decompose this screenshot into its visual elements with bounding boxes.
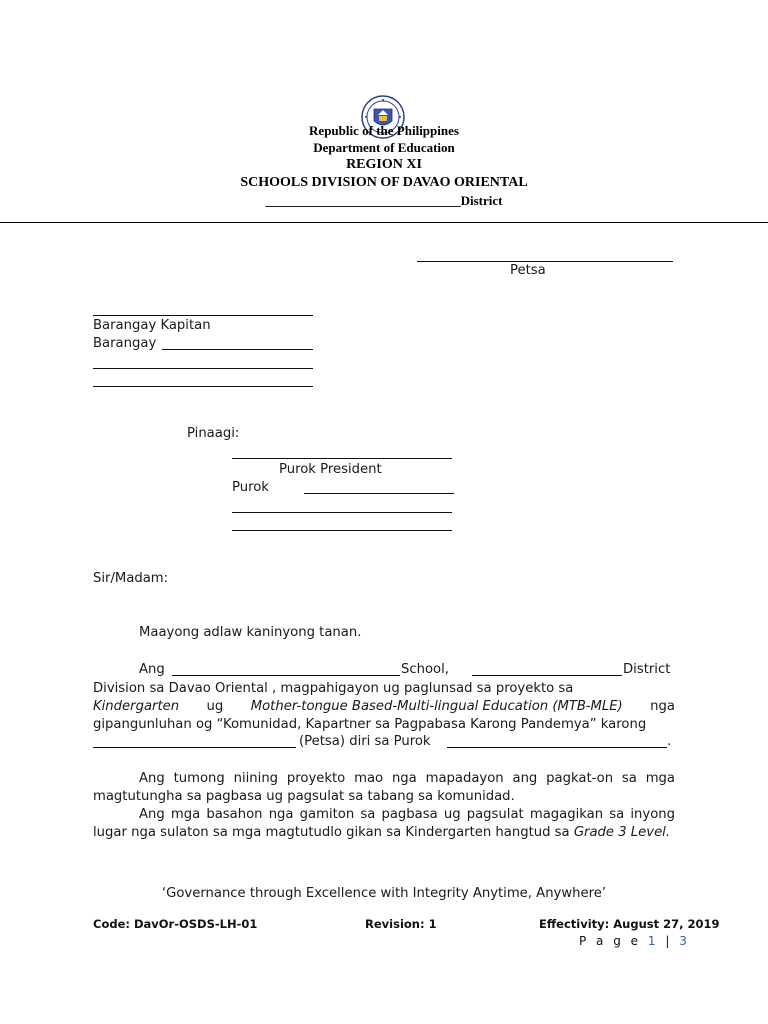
para3 <box>93 806 675 842</box>
para1-petsa: (Petsa) diri sa Purok <box>299 734 431 749</box>
via-name-line <box>232 458 452 459</box>
header-department: Department of Education <box>313 140 455 155</box>
recipient-title: Barangay Kapitan <box>93 318 211 333</box>
salutation: Sir/Madam: <box>93 571 169 586</box>
via-label: Pinaagi: <box>187 426 240 441</box>
header-division: SCHOOLS DIVISION OF DAVAO ORIENTAL <box>240 175 528 190</box>
recipient-barangay <box>93 336 156 351</box>
page-prefix: P a g e <box>579 934 642 948</box>
para2 <box>93 770 675 806</box>
para3-grade: Grade 3 Level. <box>573 825 671 840</box>
barangay-label: Barangay <box>93 336 157 351</box>
para1-end: . <box>667 734 672 749</box>
school-blank-line <box>172 675 400 676</box>
address-line-2 <box>93 386 313 387</box>
district-blank: ______________________________ <box>265 193 461 208</box>
para1-mtb: Mother-tongue Based-Multi-lingual Education (MTB-MLE) <box>250 699 623 714</box>
purok-name-blank-line <box>447 747 667 748</box>
para1-nga: nga <box>650 699 675 714</box>
header-region: REGION XI <box>346 157 422 172</box>
district-blank-line <box>472 675 622 676</box>
header-district <box>0 193 768 209</box>
para1-district: District <box>623 662 671 677</box>
via-address-line-2 <box>232 530 452 531</box>
footer-revision: Revision: 1 <box>365 917 437 931</box>
via-title: Purok President <box>279 462 382 477</box>
purok-label: Purok <box>232 480 269 495</box>
para1-ug: ug <box>206 699 224 714</box>
page-separator: | <box>665 934 673 948</box>
para1-line3 <box>93 698 675 716</box>
para3-text <box>93 806 675 842</box>
footer-effectivity: Effectivity: August 27, 2019 <box>539 917 720 931</box>
greeting: Maayong adlaw kaninyong tanan. <box>139 625 362 640</box>
purok-blank-line <box>304 493 454 494</box>
para2-text: Ang tumong niining proyekto mao nga mapadayon ang pagkat-on sa mga magtutungha sa pagbasa ug pagsulat sa tabang sa komunidad. <box>93 771 675 804</box>
petsa-blank-line <box>93 747 296 748</box>
para1-line2-text: Division sa Davao Oriental , magpahigayon ug paglunsad sa proyekto sa <box>93 681 574 696</box>
para1-ang: Ang <box>139 662 165 677</box>
header-divider <box>0 222 768 223</box>
footer-code: Code: DavOr-OSDS-LH-01 <box>93 917 258 931</box>
para1-line4 <box>93 716 675 734</box>
header-country: Republic of the Philippines <box>309 123 459 138</box>
para1-line4-text: gipangunluhan og “Komunidad, Kapartner sa Pagpabasa Karong Pandemya” karong <box>93 717 647 732</box>
district-label: District <box>460 193 503 208</box>
via-address-line-1 <box>232 512 452 513</box>
date-label: Petsa <box>510 263 546 278</box>
page-number <box>579 934 690 948</box>
address-line-1 <box>93 368 313 369</box>
para1-school: School, <box>401 662 449 677</box>
recipient-name-line <box>93 315 313 316</box>
motto: ‘Governance through Excellence with Integrity Anytime, Anywhere’ <box>161 886 607 901</box>
page-total: 3 <box>679 934 690 948</box>
date-blank-line <box>417 261 673 262</box>
barangay-blank-line <box>162 349 313 350</box>
para1-line2 <box>93 680 675 698</box>
page-current: 1 <box>647 934 659 948</box>
para1-kindergarten: Kindergarten <box>93 699 180 714</box>
para3-main: Ang mga basahon nga gamiton sa pagbasa ug pagsulat magagikan sa inyong lugar nga sulaton sa mga magtutudlo gikan sa Kindergarten hangtud sa <box>93 807 675 840</box>
